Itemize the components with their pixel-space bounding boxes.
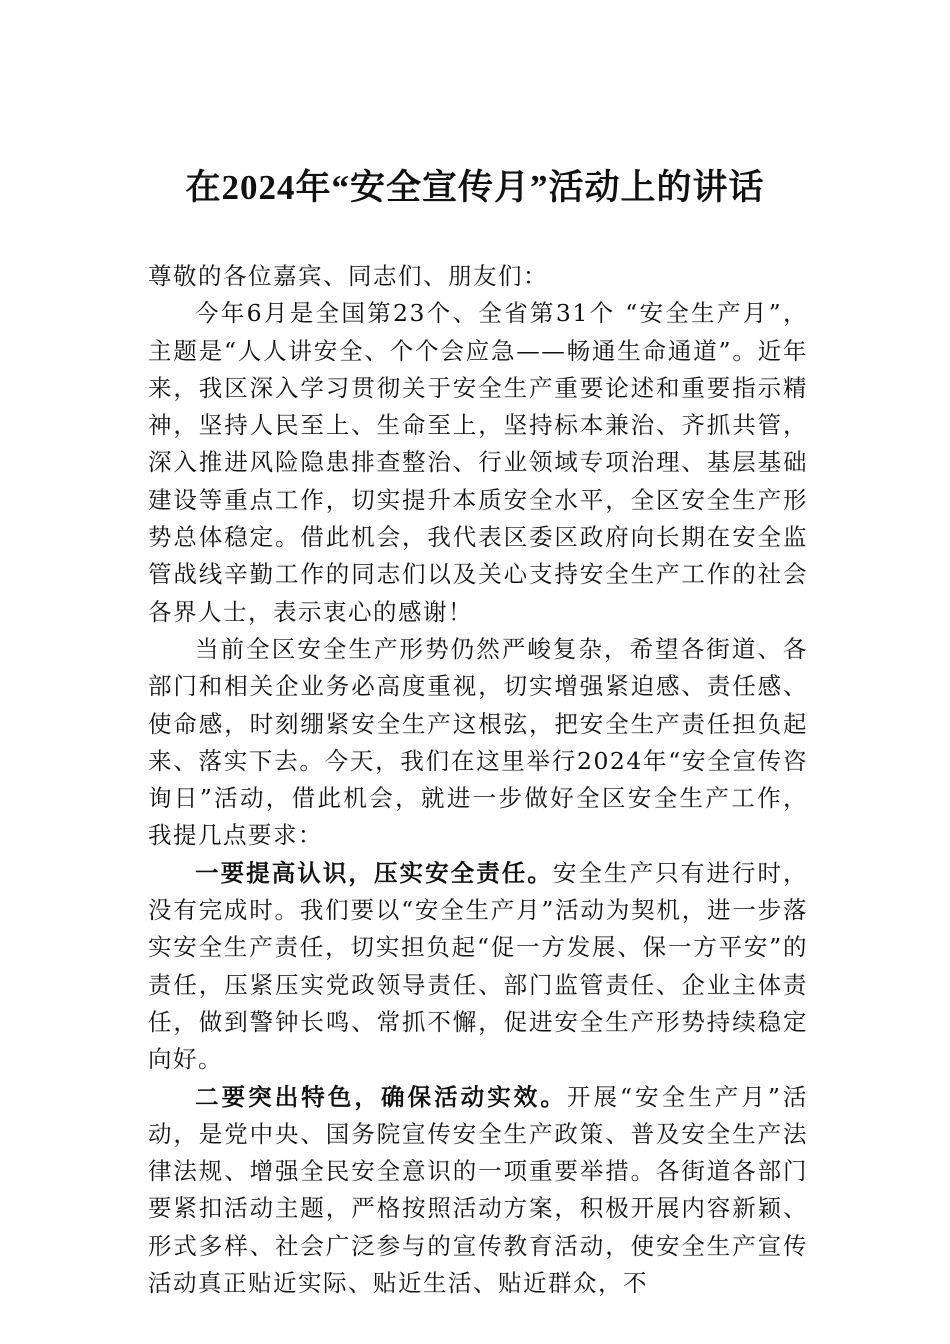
paragraph-text: 安全生产只有进行时，没有完成时。我们要以“安全生产月”活动为契机，进一步落实安全生产责任，切实担负起“促一方发展、保一方平安”的责任，压紧压实党政领导责任、部门监管责任、企业主体责任，做到警钟长鸣、常抓不懈，促进安全生产形势持续稳定向好。 [148, 858, 809, 1074]
document-title: 在2024年“安全宣传月”活动上的讲话 [185, 168, 765, 207]
paragraph-1 [148, 295, 808, 631]
paragraph-lead: 一要提高认识，压实安全责任。 [195, 858, 553, 887]
document-body [148, 258, 808, 1302]
paragraph-2 [148, 631, 808, 855]
paragraph-4 [148, 1079, 808, 1303]
paragraph-text: 开展“安全生产月”活动，是党中央、国务院宣传安全生产政策、普及安全生产法律法规、增强全民安全意识的一项重要举措。各街道各部门要紧扣活动主题，严格按照活动方案，积极开展内容新颖、形式多样、社会广泛参与的宣传教育活动，使安全生产宣传活动真正贴近实际、贴近生活、贴近群众，不 [148, 1082, 809, 1298]
paragraph-text: 今年6月是全国第23个、全省第31个 “安全生产月”，主题是“人人讲安全、个个会应急——畅通生命通道”。近年来，我区深入学习贯彻关于安全生产重要论述和重要指示精神，坚持人民至上、生命至上，坚持标本兼治、齐抓共管，深入推进风险隐患排查整治、行业领域专项治理、基层基础建设等重点工作，切实提升本质安全水平，全区安全生产形势总体稳定。借此机会，我代表区委区政府向长期在安全监管战线辛勤工作的同志们以及关心支持安全生产工作的社会各界人士，表示衷心的感谢！ [148, 299, 808, 626]
salutation: 尊敬的各位嘉宾、同志们、朋友们： [148, 262, 548, 290]
paragraph-text: 当前全区安全生产形势仍然严峻复杂，希望各街道、各部门和相关企业务必高度重视，切实增强紧迫感、责任感、使命感，时刻绷紧安全生产这根弦，把安全生产责任担负起来、落实下去。今天，我们在这里举行2024年“安全宣传咨询日”活动，借此机会，就进一步做好全区安全生产工作，我提几点要求： [148, 634, 808, 850]
paragraph-lead: 二要突出特色，确保活动实效。 [195, 1082, 567, 1111]
paragraph-3 [148, 855, 808, 1079]
